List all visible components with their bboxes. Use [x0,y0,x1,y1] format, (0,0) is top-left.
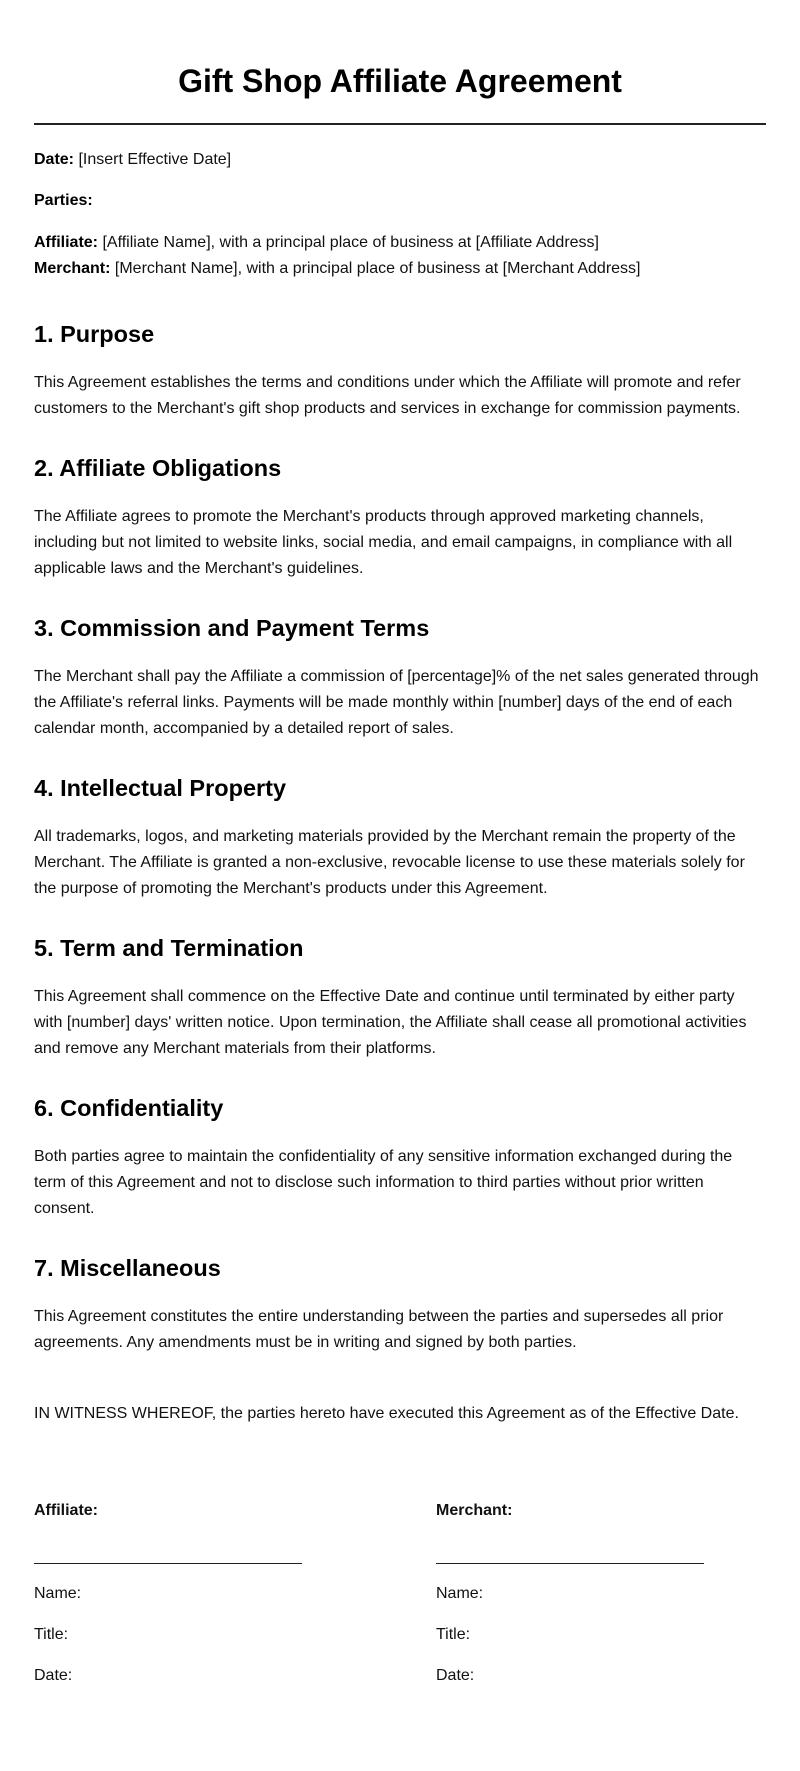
merchant-party-text: [Merchant Name], with a principal place of business at [Merchant Address] [110,260,641,277]
section-body: This Agreement establishes the terms and conditions under which the Affiliate will promote and refer customers to the Merchant's gift shop products and services in exchange for commission payments. [34,374,741,417]
merchant-title-field: Title: [436,1626,471,1643]
signature-block [34,1500,766,1687]
title-divider [34,123,766,125]
merchant-party-line [34,256,766,282]
merchant-signature-heading: Merchant: [436,1502,513,1519]
section-affiliate-obligations [34,453,766,582]
merchant-date-field: Date: [436,1667,475,1684]
merchant-party-label: Merchant: [34,260,111,277]
section-heading: 5. Term and Termination [34,935,304,961]
section-body: The Affiliate agrees to promote the Merchant's products through approved marketing channels, including but not limited to website links, social media, and email campaigns, in compliance with all applicable laws and the Merchant's guidelines. [34,508,733,577]
date-line [34,147,766,173]
section-body: Both parties agree to maintain the confidentiality of any sensitive information exchanged during the term of this Agreement and not to disclose such information to third parties without prior written consent. [34,1148,733,1217]
date-value: [Insert Effective Date] [74,151,232,168]
witness-statement: IN WITNESS WHEREOF, the parties hereto have executed this Agreement as of the Effective Date. [34,1405,739,1422]
section-intellectual-property [34,773,766,902]
section-purpose [34,319,766,422]
affiliate-signature-line [34,1563,302,1564]
date-label: Date: [34,151,75,168]
section-body: This Agreement constitutes the entire understanding between the parties and supersedes all prior agreements. Any amendments must be in writing and signed by both parties. [34,1308,724,1351]
affiliate-signature-column [34,1500,436,1687]
affiliate-signature-heading: Affiliate: [34,1502,98,1519]
section-body: This Agreement shall commence on the Effective Date and continue until terminated by either party with [number] days' written notice. Upon termination, the Affiliate shall cease all promotional activities and remove any Merchant materials from their platforms. [34,988,747,1057]
affiliate-name-field: Name: [34,1585,82,1602]
section-confidentiality [34,1093,766,1222]
section-miscellaneous [34,1253,766,1356]
section-term-termination [34,933,766,1062]
parties-line [34,188,766,214]
merchant-name-field: Name: [436,1585,484,1602]
section-heading: 3. Commission and Payment Terms [34,615,430,641]
affiliate-title-field: Title: [34,1626,69,1643]
affiliate-party-line [34,230,766,256]
section-body: All trademarks, logos, and marketing materials provided by the Merchant remain the property of the Merchant. The Affiliate is granted a non-exclusive, revocable license to use these materials solely for the purpose of promoting the Merchant's products under this Agreement. [34,828,745,897]
parties-label: Parties: [34,192,93,209]
document-title: Gift Shop Affiliate Agreement [178,63,622,99]
affiliate-party-text: [Affiliate Name], with a principal place of business at [Affiliate Address] [98,234,599,251]
section-heading: 2. Affiliate Obligations [34,455,282,481]
affiliate-date-field: Date: [34,1667,73,1684]
section-heading: 1. Purpose [34,321,155,347]
section-body: The Merchant shall pay the Affiliate a commission of [percentage]% of the net sales generated through the Affiliate's referral links. Payments will be made monthly within [number] days of the end of each calendar month, accompanied by a detailed report of sales. [34,668,759,737]
section-heading: 7. Miscellaneous [34,1255,221,1281]
section-heading: 4. Intellectual Property [34,775,287,801]
section-commission-payment [34,613,766,742]
section-heading: 6. Confidentiality [34,1095,224,1121]
merchant-signature-line [436,1563,704,1564]
merchant-signature-column [436,1500,766,1687]
affiliate-party-label: Affiliate: [34,234,98,251]
